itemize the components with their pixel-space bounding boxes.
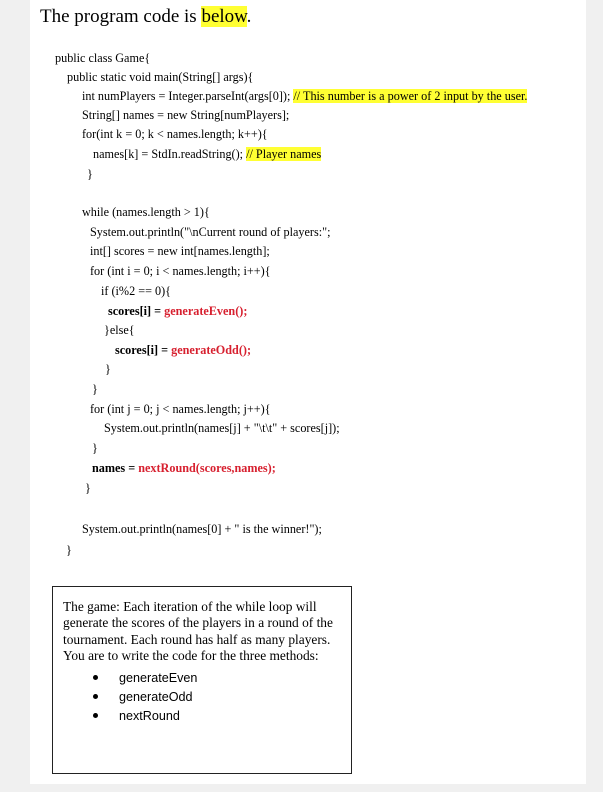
code-line-close-while: }: [85, 481, 91, 495]
code-line-scores-array: int[] scores = new int[names.length];: [90, 244, 270, 258]
code-line-else: }else{: [104, 323, 135, 337]
code-call-generate-even: generateEven();: [164, 304, 248, 318]
code-line-close-main: }: [66, 543, 72, 557]
code-line-class-decl: public class Game{: [55, 51, 151, 65]
code-line-while: while (names.length > 1){: [82, 205, 210, 219]
page-heading: [40, 6, 251, 28]
code-line-for-k: for(int k = 0; k < names.length; k++){: [82, 127, 268, 141]
code-line-names-array: String[] names = new String[numPlayers];: [82, 108, 290, 122]
code-line-close-for-i: }: [92, 382, 98, 396]
code-line-read-names: [93, 147, 321, 162]
method-label: generateOdd: [119, 689, 193, 704]
heading-highlight: below: [201, 6, 247, 27]
method-item-generate-odd: [93, 688, 341, 707]
code-line-next-round: [92, 461, 276, 476]
method-label: generateEven: [119, 670, 198, 685]
code-line-generate-even: [108, 304, 247, 319]
code-call-generate-odd: generateOdd();: [171, 343, 252, 357]
code-line-close-for-k: }: [87, 167, 93, 181]
code-scores-lhs-odd: scores[i] =: [115, 343, 172, 357]
code-line-println-round: System.out.println("\nCurrent round of players:";: [90, 225, 331, 239]
methods-list: [63, 669, 341, 726]
code-line-if-even: if (i%2 == 0){: [101, 284, 172, 298]
code-numplayers-comment: // This number is a power of 2 input by the user.: [293, 89, 528, 103]
method-item-next-round: [93, 707, 341, 726]
method-item-generate-even: [93, 669, 341, 688]
code-line-generate-odd: [115, 343, 251, 358]
code-scores-lhs-even: scores[i] =: [108, 304, 165, 318]
code-numplayers-stmt: int numPlayers = Integer.parseInt(args[0]);: [82, 89, 294, 103]
method-label: nextRound: [119, 708, 180, 723]
code-line-main-decl: public static void main(String[] args){: [67, 70, 254, 84]
code-line-for-i: for (int i = 0; i < names.length; i++){: [90, 264, 271, 278]
code-names-lhs: names =: [92, 461, 139, 475]
instructions-box: [52, 586, 352, 774]
bullet-icon: [93, 694, 98, 699]
heading-prefix: The program code is: [40, 6, 202, 27]
heading-suffix: .: [246, 6, 252, 27]
bullet-icon: [93, 713, 98, 718]
code-line-close-for-j: }: [92, 441, 98, 455]
instructions-text: The game: Each iteration of the while loop will generate the scores of the players in a round of the tournament. Each round has half as many players. You are to write the code for the three methods:: [63, 599, 333, 664]
code-read-stmt: names[k] = StdIn.readString();: [93, 147, 247, 161]
code-line-for-j: for (int j = 0; j < names.length; j++){: [90, 402, 271, 416]
code-call-next-round: nextRound(scores,names);: [138, 461, 276, 475]
bullet-icon: [93, 675, 98, 680]
code-line-println-scores: System.out.println(names[j] + "\t\t" + scores[j]);: [104, 421, 340, 435]
code-line-close-if: }: [105, 362, 111, 376]
document-page: [30, 0, 586, 784]
code-read-comment: // Player names: [246, 147, 322, 161]
code-line-numplayers: [82, 89, 527, 104]
code-line-println-winner: System.out.println(names[0] + " is the winner!");: [82, 522, 322, 536]
